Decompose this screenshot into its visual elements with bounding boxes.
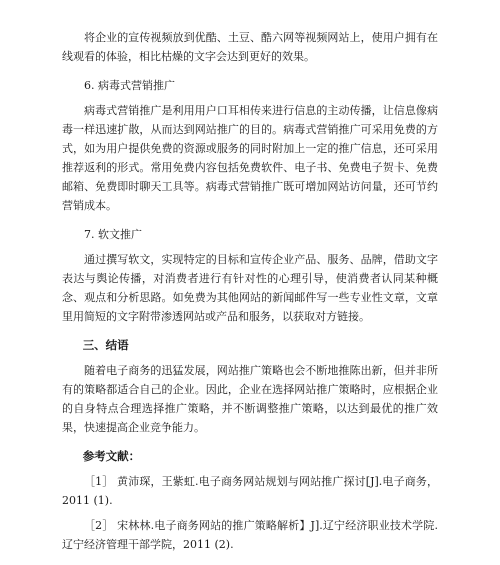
section-body-viral-marketing: 病毒式营销推广是利用用户口耳相传来进行信息的主动传播，让信息像病毒一样迅速扩散，从而达到网站推广的目的。病毒式营销推广可采用免费的方式，如为用户提供免费的资源或服务的同时附加上一定的推广信息，还可采用推荐返利的形式。常用免费内容包括免费软件、电子书、免费电子贺卡、免费邮箱、免费即时聊天工具等。病毒式营销推广既可增加网站访问量，还可节约营销成本。 bbox=[62, 104, 438, 212]
conclusion-body: 随着电子商务的迅猛发展，网站推广策略也会不断地推陈出新，但并非所有的策略都适合自己的企业。因此，企业在选择网站推广策略时，应根据企业的自身特点合理选择推广策略，并不断调整推广策略，以达到最优的推广效果，快速提高企业竞争能力。 bbox=[62, 364, 438, 434]
document-page bbox=[62, 28, 438, 560]
conclusion-heading: 三、结语 bbox=[82, 338, 129, 352]
reference-item-2: ［2］ 宋林林.电子商务网站的推广策略解析】J].辽宁经济职业技术学院.辽宁经济管理干部学院，2011 (2). bbox=[62, 519, 438, 551]
intro-paragraph: 将企业的宣传视频放到优酷、土豆、酷六网等视频网站上，使用户拥有在线观看的体验，相比枯燥的文字会达到更好的效果。 bbox=[62, 31, 438, 63]
section-heading-soft-article: 7. 软文推广 bbox=[84, 228, 142, 241]
references-heading: 参考文献： bbox=[82, 449, 141, 463]
section-body-soft-article: 通过撰写软文，实现特定的目标和宣传企业产品、服务、品牌，借助文字表达与舆论传播，对消费者进行有针对性的心理引导，使消费者认同某种概念、观点和分析思路。如免费为其他网站的新闻邮件写一些专业性文章，文章里用简短的文字附带渗透网站或产品和服务，以获取对方链接。 bbox=[62, 253, 438, 323]
section-heading-viral-marketing: 6. 病毒式营销推广 bbox=[84, 79, 175, 92]
reference-item-1: ［1］ 黄沛琛，王紫虹.电子商务网站规划与网站推广探讨[J].电子商务，2011 (1). bbox=[62, 475, 438, 507]
